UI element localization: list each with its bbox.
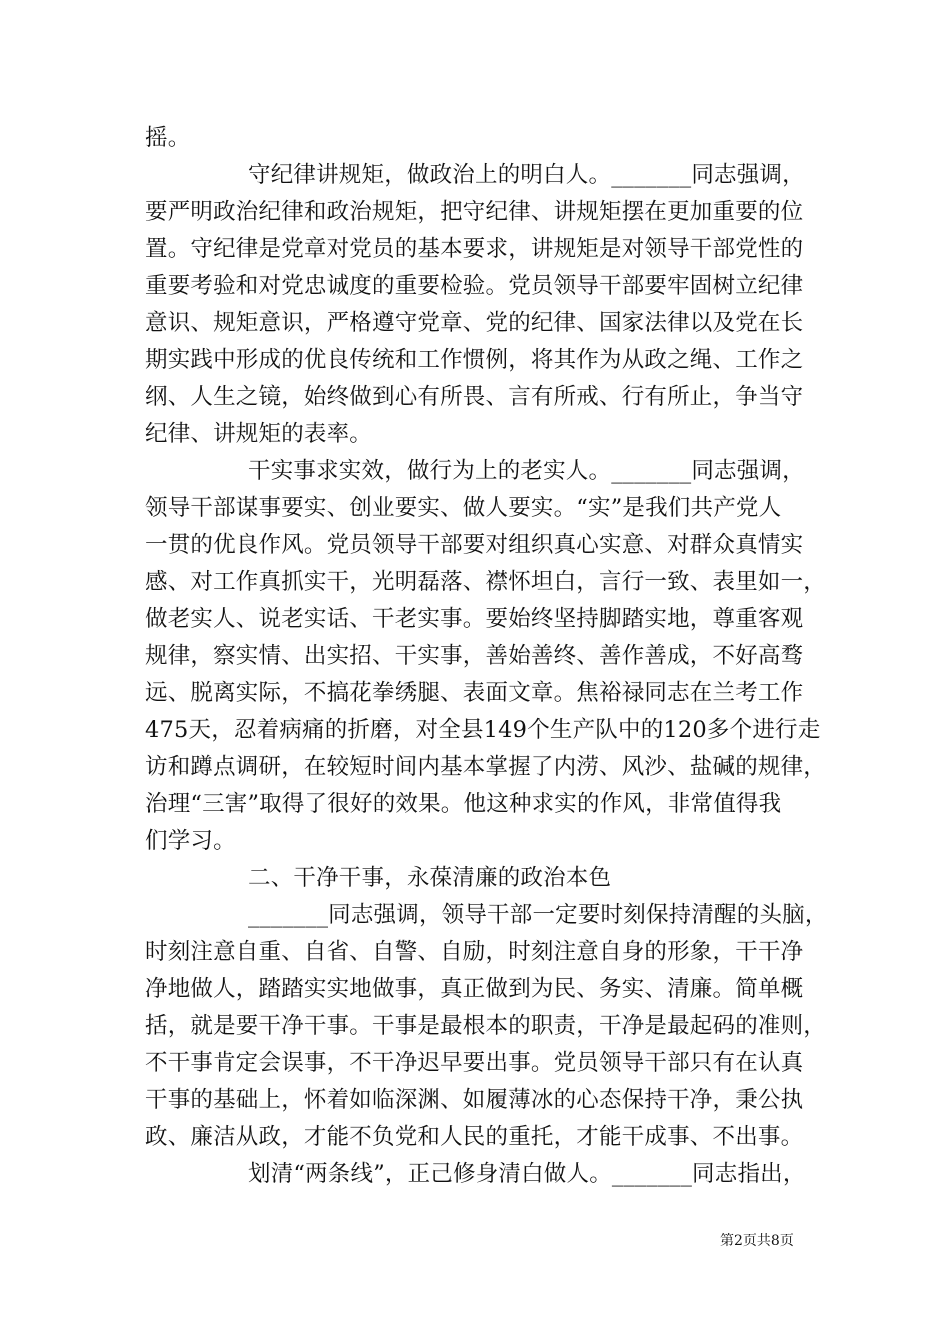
text-line: 475天，忍着病痛的折磨，对全县149个生产队中的120多个进行走 [145,717,821,743]
paragraph-first-line: _______同志强调，领导干部一定要时刻保持清醒的头脑， [248,902,828,928]
text-line: 治理“三害”取得了很好的效果。他这种求实的作风，非常值得我 [145,791,782,817]
text-line: 意识、规矩意识，严格遵守党章、党的纪律、国家法律以及党在长 [145,310,804,336]
paragraph-first-line: 划清“两条线”，正己修身清白做人。_______同志指出， [248,1161,806,1187]
text-line: 括，就是要干净干事。干事是最根本的职责，干净是最起码的准则， [145,1013,827,1039]
text-line: 时刻注意自重、自省、自警、自励，时刻注意自身的形象，干干净 [145,939,804,965]
text-line: 重要考验和对党忠诚度的重要检验。党员领导干部要牢固树立纪律 [145,273,804,299]
text-line: 净地做人，踏踏实实地做事，真正做到为民、务实、清廉。简单概 [145,976,804,1002]
paragraph-first-line: 干实事求实效，做行为上的老实人。_______同志强调， [248,458,805,484]
text-line: 规律，察实情、出实招、干实事，善始善终、善作善成，不好高骛 [145,643,804,669]
page-number: 第2页共8页 [720,1233,794,1249]
text-line: 摇。 [145,125,191,151]
text-line: 领导干部谋事要实、创业要实、做人要实。“实”是我们共产党人 [145,495,782,521]
text-line: 要严明政治纪律和政治规矩，把守纪律、讲规矩摆在更加重要的位 [145,199,804,225]
paragraph-first-line: 守纪律讲规矩，做政治上的明白人。_______同志强调， [248,162,805,188]
text-line: 纲、人生之镜，始终做到心有所畏、言有所戒、行有所止，争当守 [145,384,804,410]
text-line: 期实践中形成的优良传统和工作惯例，将其作为从政之绳、工作之 [145,347,804,373]
text-line: 纪律、讲规矩的表率。 [145,421,373,447]
text-line: 政、廉洁从政，才能不负党和人民的重托，才能干成事、不出事。 [145,1124,804,1150]
text-line: 远、脱离实际，不搞花拳绣腿、表面文章。焦裕禄同志在兰考工作 [145,680,804,706]
text-line: 不干事肯定会误事，不干净迟早要出事。党员领导干部只有在认真 [145,1050,804,1076]
text-line: 访和蹲点调研，在较短时间内基本掌握了内涝、风沙、盐碱的规律， [145,754,827,780]
section-heading: 二、干净干事，永葆清廉的政治本色 [248,865,612,891]
text-line: 一贯的优良作风。党员领导干部要对组织真心实意、对群众真情实 [145,532,804,558]
text-line: 干事的基础上，怀着如临深渊、如履薄冰的心态保持干净，秉公执 [145,1087,804,1113]
text-line: 做老实人、说老实话、干老实事。要始终坚持脚踏实地，尊重客观 [145,606,804,632]
text-line: 们学习。 [145,828,236,854]
text-line: 置。守纪律是党章对党员的基本要求，讲规矩是对领导干部党性的 [145,236,804,262]
text-line: 感、对工作真抓实干，光明磊落、襟怀坦白，言行一致、表里如一， [145,569,827,595]
